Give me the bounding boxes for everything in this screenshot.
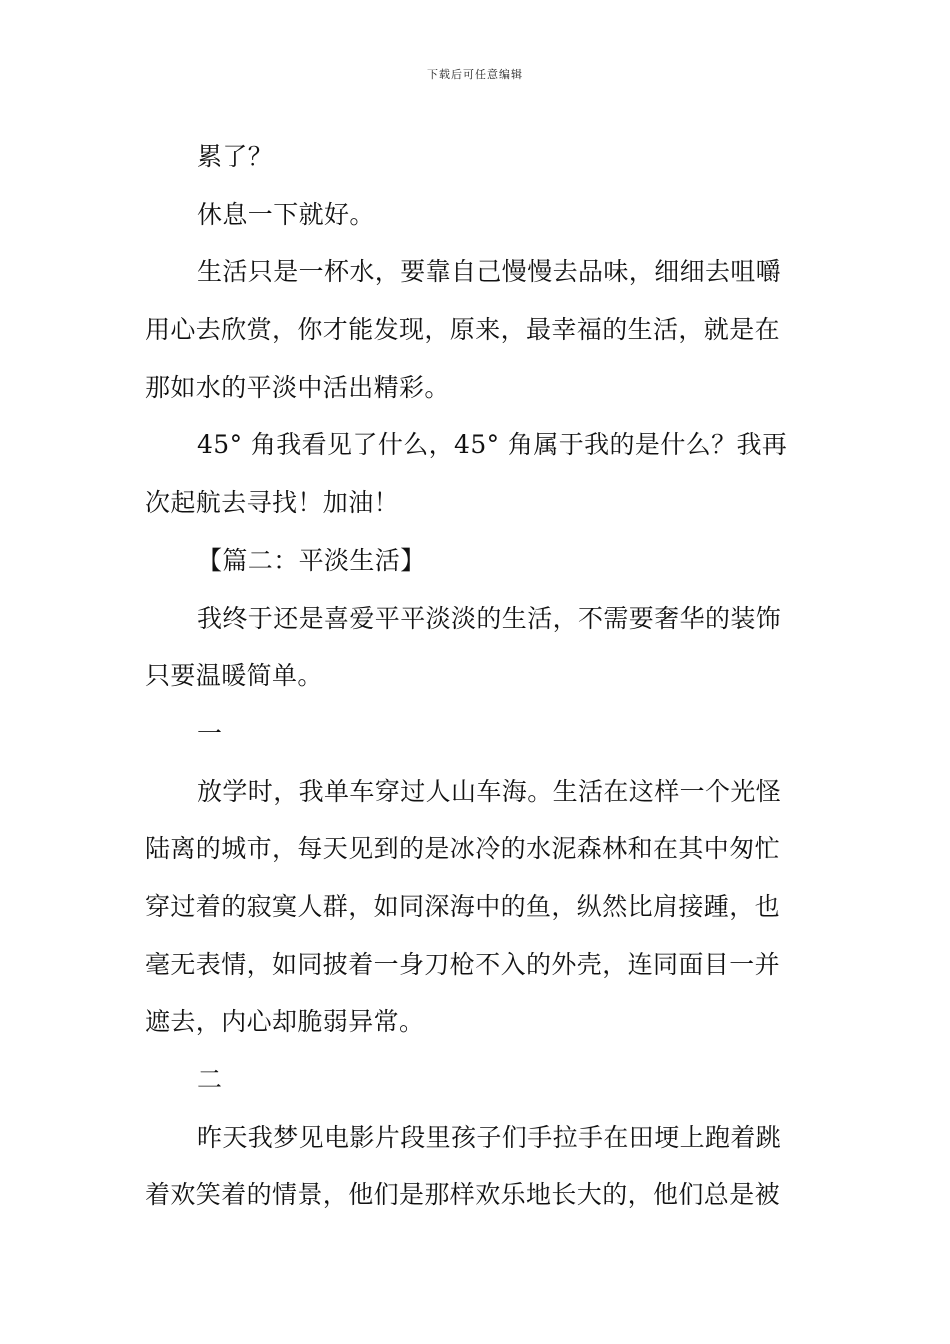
section-number: 一 [197,718,223,748]
text-line: 那如水的平淡中活出精彩。 [145,372,450,402]
text-line: 休息一下就好。 [197,199,375,229]
text-line: 生活只是一杯水，要靠自己慢慢去品味，细细去咀嚼 [197,257,782,287]
text-line: 毫无表情，如同披着一身刀枪不入的外壳，连同面目一并 [145,949,781,979]
text-line: 45° 角我看见了什么，45° 角属于我的是什么？我再 [197,430,788,460]
section-number: 二 [197,1065,223,1094]
text-line: 累了？ [197,142,274,171]
text-line: 陆离的城市，每天见到的是冰冷的水泥森林和在其中匆忙 [145,834,781,864]
text-line: 穿过着的寂寞人群，如同深海中的鱼，纵然比肩接踵，也 [145,891,781,921]
text-line: 次起航去寻找！加油！ [145,488,400,518]
text-line: 只要温暖简单。 [145,661,323,691]
text-line: 我终于还是喜爱平平淡淡的生活，不需要奢华的装饰 [197,603,782,633]
text-line: 昨天我梦见电影片段里孩子们手拉手在田埂上跑着跳 [197,1122,782,1152]
text-line: 着欢笑着的情景，他们是那样欢乐地长大的，他们总是被 [145,1180,781,1210]
page-header: 下载后可任意编辑 [427,68,523,81]
text-line: 放学时，我单车穿过人山车海。生活在这样一个光怪 [197,776,782,806]
text-line: 用心去欣赏，你才能发现，原来，最幸福的生活，就是在 [145,315,781,345]
document-body [145,128,805,1224]
text-line: 遮去，内心却脆弱异常。 [145,1007,425,1037]
section-heading: 【篇二：平淡生活】 [197,545,426,575]
